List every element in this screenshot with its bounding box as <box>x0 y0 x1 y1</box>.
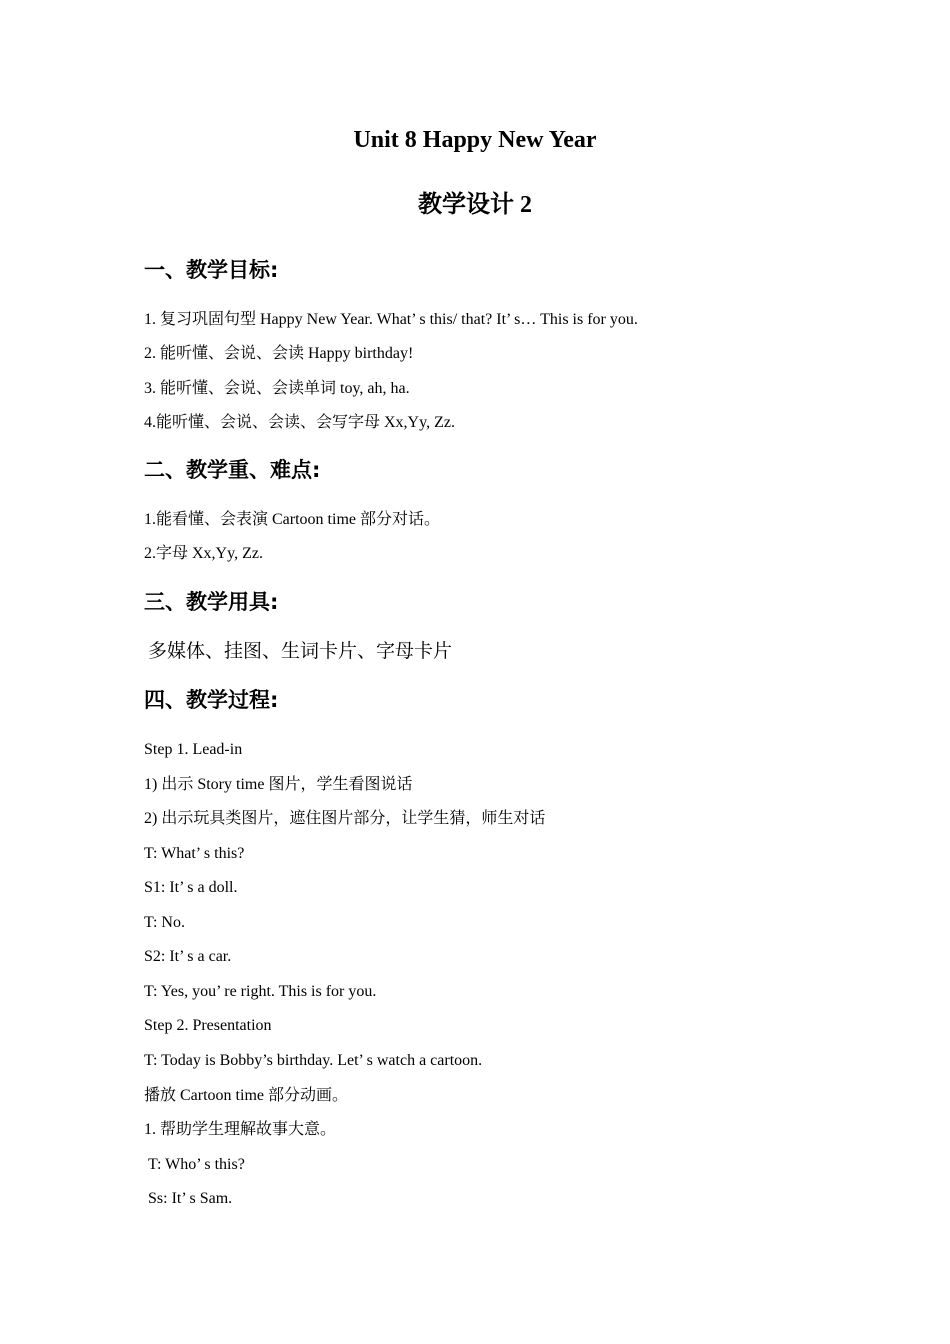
section-heading-objectives: 一、教学目标: <box>144 258 279 282</box>
process-line: T: Who’ s this? <box>148 1156 245 1173</box>
document-subtitle: 教学设计 2 <box>418 192 532 218</box>
process-line: S1: It’ s a doll. <box>144 879 238 896</box>
materials-text: 多媒体、挂图、生词卡片、字母卡片 <box>148 640 453 662</box>
objective-item: 2. 能听懂、会说、会读 Happy birthday! <box>144 345 414 362</box>
section-heading-key-points: 二、教学重、难点: <box>144 458 321 482</box>
process-line: 1) 出示 Story time 图片，学生看图说话 <box>144 776 413 793</box>
process-line: Step 2. Presentation <box>144 1017 272 1034</box>
section-heading-materials: 三、教学用具: <box>144 590 279 614</box>
document-title: Unit 8 Happy New Year <box>353 127 597 153</box>
process-line: 1. 帮助学生理解故事大意。 <box>144 1121 337 1138</box>
key-point-item: 2.字母 Xx,Yy, Zz. <box>144 545 263 562</box>
objective-item: 3. 能听懂、会说、会读单词 toy, ah, ha. <box>144 380 410 397</box>
process-line: T: No. <box>144 914 185 931</box>
objective-item: 1. 复习巩固句型 Happy New Year. What’ s this/ that? It’ s… This is for you. <box>144 311 638 328</box>
process-line: 播放 Cartoon time 部分动画。 <box>144 1087 348 1104</box>
process-line: 2) 出示玩具类图片，遮住图片部分，让学生猜，师生对话 <box>144 810 546 827</box>
process-line: T: Today is Bobby’s birthday. Let’ s watch a cartoon. <box>144 1052 483 1069</box>
objective-item: 4.能听懂、会说、会读、会写字母 Xx,Yy, Zz. <box>144 414 455 431</box>
process-line: T: What’ s this? <box>144 845 245 862</box>
process-line: S2: It’ s a car. <box>144 948 232 965</box>
section-heading-process: 四、教学过程: <box>144 688 279 712</box>
key-point-item: 1.能看懂、会表演 Cartoon time 部分对话。 <box>144 511 440 528</box>
process-line: Ss: It’ s Sam. <box>148 1190 233 1207</box>
process-line: Step 1. Lead-in <box>144 741 243 758</box>
process-line: T: Yes, you’ re right. This is for you. <box>144 983 377 1000</box>
